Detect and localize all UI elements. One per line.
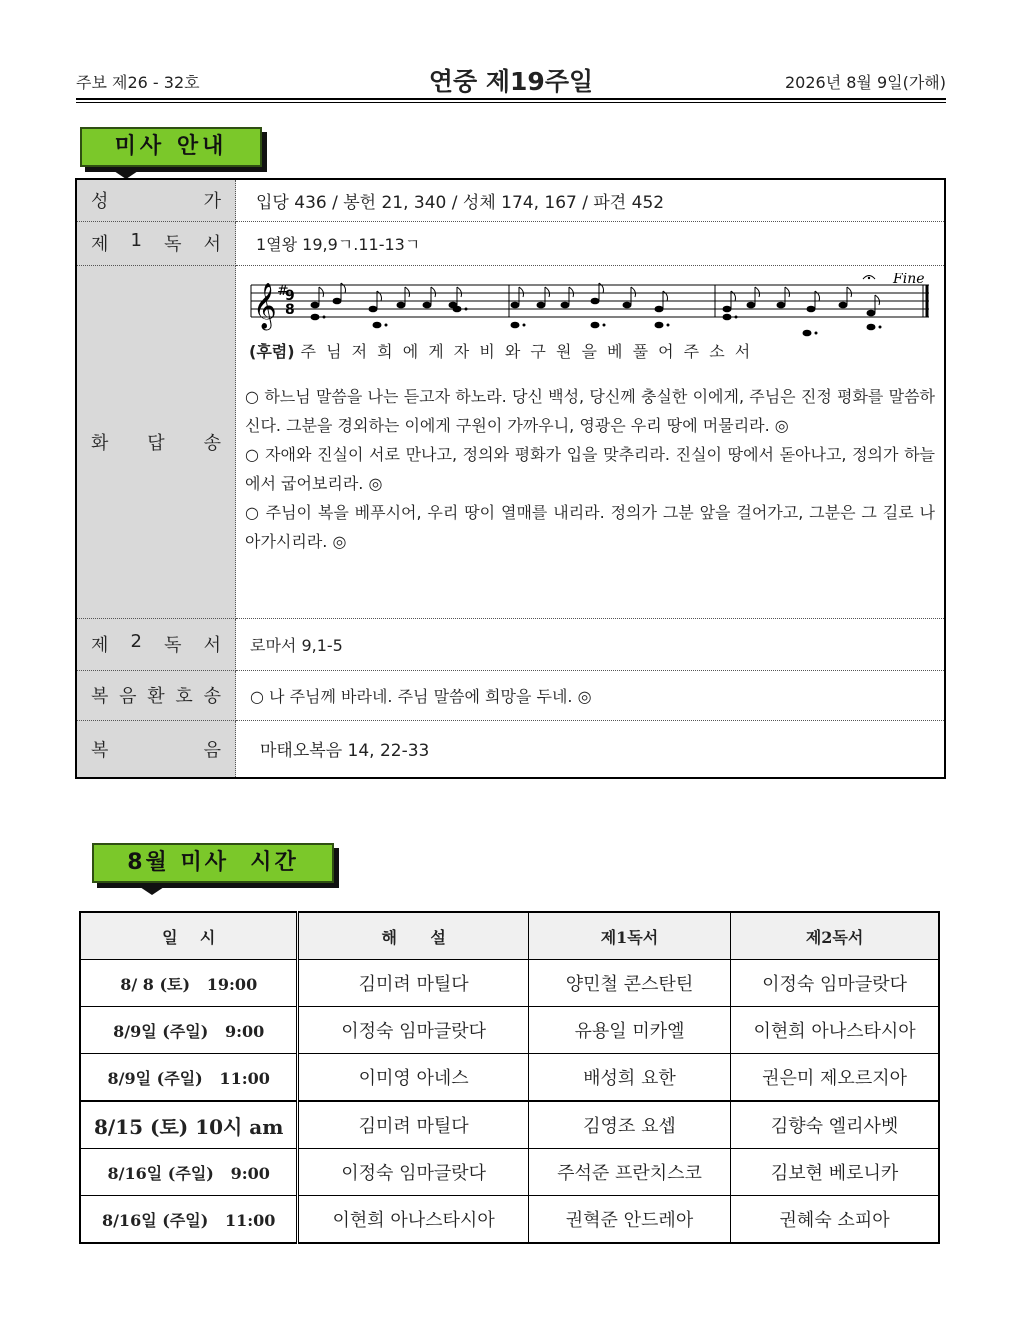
schedule-second-reader: 김향숙 엘리사벳 (731, 1101, 939, 1149)
row-label-gospel (76, 720, 236, 778)
row-label-hymns (76, 179, 236, 221)
psalm-verses (237, 362, 943, 576)
refrain-lyrics (237, 339, 943, 362)
schedule-header-row (80, 912, 939, 960)
row-label-text: 화 답 송 (91, 432, 221, 454)
col-header-commentator: 해 설 (298, 912, 528, 960)
first-reading-value: 1열왕 19,9ㄱ.11-13ㄱ (236, 221, 946, 265)
schedule-commentator: 이현희 아나스타시아 (298, 1196, 528, 1244)
mass-schedule-table (79, 911, 940, 1244)
mass-guide-title: 미사 안내 (114, 134, 228, 159)
svg-text:8: 8 (285, 301, 295, 318)
row-label-first-reading (76, 221, 236, 265)
schedule-row (80, 1196, 939, 1244)
schedule-first-reader: 주석준 프란치스코 (528, 1149, 730, 1196)
schedule-datetime: 8/ 8 (토) 19:00 (80, 960, 298, 1007)
svg-text:9: 9 (285, 287, 295, 304)
music-score (237, 267, 943, 341)
row-label-text: 복 음 환 호 송 (91, 686, 221, 707)
schedule-row (80, 1007, 939, 1054)
schedule-datetime: 8/15 (토) 10시 am (80, 1101, 298, 1149)
schedule-row (80, 1101, 939, 1149)
svg-text:#: # (277, 282, 289, 299)
schedule-commentator: 김미려 마틸다 (298, 1101, 528, 1149)
schedule-first-reader: 김영조 요셉 (528, 1101, 730, 1149)
schedule-datetime: 8/9일 (주일) 9:00 (80, 1007, 298, 1054)
table-row (76, 670, 945, 720)
schedule-commentator: 이정숙 임마글랏다 (298, 1149, 528, 1196)
schedule-datetime: 8/16일 (주일) 9:00 (80, 1149, 298, 1196)
schedule-row (80, 960, 939, 1007)
schedule-second-reader: 권혜숙 소피아 (731, 1196, 939, 1244)
page-title: 연중 제19주일 (428, 67, 594, 96)
gospel-acclamation-value: ○ 나 주님께 바라네. 주님 말씀에 희망을 두네. ◎ (236, 670, 946, 720)
tag-pointer-icon (134, 883, 170, 895)
psalm-verse-3: ○ 주님이 복을 베푸시어, 우리 땅이 열매를 내리라. 정의가 그분 앞을 걸어가고, 그분은 그 길로 나아가시리라. ◎ (245, 502, 935, 551)
mass-guide-table (75, 178, 946, 779)
second-reading-value: 로마서 9,1-5 (236, 618, 946, 670)
refrain-text: 주 님 저 희 에 게 자 비 와 구 원 을 베 풀 어 주 소 서 (300, 341, 751, 361)
schedule-second-reader: 권은미 제오르지아 (731, 1054, 939, 1102)
refrain-score-image (245, 273, 935, 337)
psalm-verse-2: ○ 자애와 진실이 서로 만나고, 정의와 평화가 입을 맞추리라. 진실이 땅에서 돋아나고, 정의가 하늘에서 굽어보리라. ◎ (245, 444, 935, 493)
schedule-commentator: 이정숙 임마글랏다 (298, 1007, 528, 1054)
table-row (76, 179, 945, 221)
schedule-commentator: 김미려 마틸다 (298, 960, 528, 1007)
hymns-value: 입당 436 / 봉헌 21, 340 / 성체 174, 167 / 파견 452 (236, 179, 946, 221)
schedule-datetime: 8/9일 (주일) 11:00 (80, 1054, 298, 1102)
table-row (76, 221, 945, 265)
table-row (76, 720, 945, 778)
mass-guide-tag (80, 127, 262, 167)
gospel-value: 마태오복음 14, 22-33 (260, 741, 430, 762)
schedule-second-reader: 이현희 아나스타시아 (731, 1007, 939, 1054)
row-label-text: 제 1 독 서 (91, 230, 221, 255)
bulletin-header (76, 62, 946, 102)
col-header-first-reader: 제1독서 (528, 912, 730, 960)
row-label-text: 성 가 (91, 191, 221, 213)
row-label-text: 복 음 (91, 739, 221, 761)
mass-schedule-tag (92, 843, 334, 883)
date-label: 2026년 8월 9일(가해) (784, 73, 946, 92)
schedule-first-reader: 양민철 콘스탄틴 (528, 960, 730, 1007)
svg-text:Fine: Fine (893, 272, 925, 287)
col-header-second-reader: 제2독서 (731, 912, 939, 960)
row-label-text: 제 2 독 서 (91, 631, 221, 656)
row-label-gospel-acclamation (76, 670, 236, 720)
table-row (76, 618, 945, 670)
schedule-datetime: 8/16일 (주일) 11:00 (80, 1196, 298, 1244)
svg-text:𝄞: 𝄞 (253, 282, 277, 329)
col-header-datetime: 일 시 (80, 912, 298, 960)
schedule-second-reader: 김보현 베로니카 (731, 1149, 939, 1196)
header-rule (76, 98, 946, 100)
issue-number: 주보 제26 - 32호 (76, 73, 200, 92)
schedule-second-reader: 이정숙 임마글랏다 (731, 960, 939, 1007)
schedule-row (80, 1054, 939, 1102)
mass-schedule-title: 8월 미사 시간 (127, 850, 299, 875)
header-rule-thin (76, 102, 946, 103)
schedule-row (80, 1149, 939, 1196)
schedule-first-reader: 배성희 요한 (528, 1054, 730, 1102)
schedule-first-reader: 권혁준 안드레아 (528, 1196, 730, 1244)
row-label-second-reading (76, 618, 236, 670)
refrain-label: (후렴) (249, 341, 295, 361)
row-label-psalm (76, 265, 236, 618)
schedule-commentator: 이미영 아네스 (298, 1054, 528, 1102)
psalm-cell (236, 265, 946, 618)
schedule-first-reader: 유용일 미카엘 (528, 1007, 730, 1054)
table-row (76, 265, 945, 618)
psalm-verse-1: ○ 하느님 말씀을 나는 듣고자 하노라. 당신 백성, 당신께 충실한 이에게, 주님은 진정 평화를 말씀하신다. 그분을 경외하는 이에게 구원이 가까우니, 영광은 우리 땅에 머물리라. ◎ (245, 386, 935, 435)
